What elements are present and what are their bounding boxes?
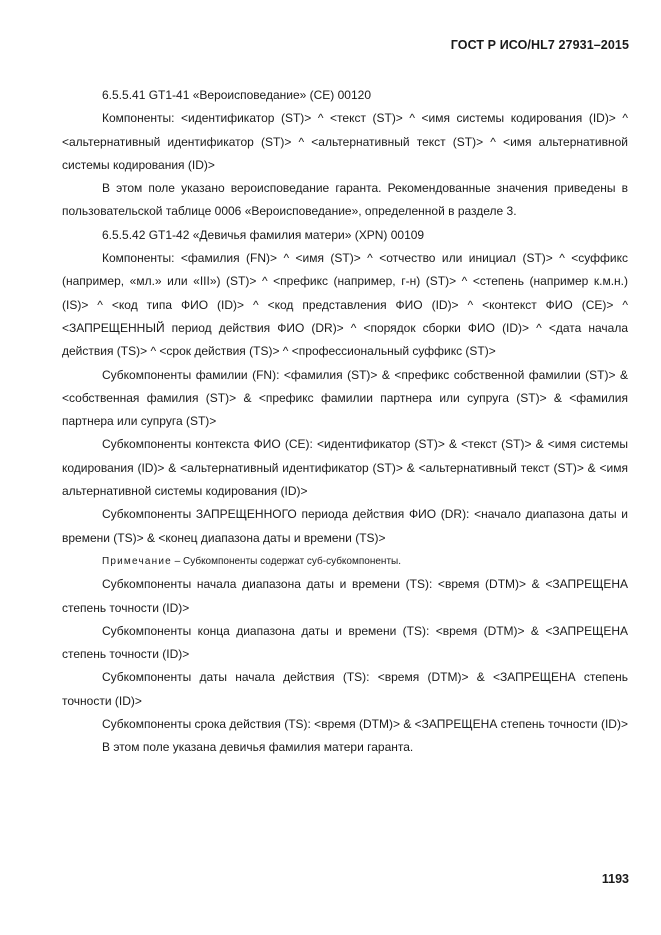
section-heading-gt1-41: 6.5.5.41 GT1-41 «Вероисповедание» (CE) 00120	[102, 88, 371, 102]
paragraph-subcomponents-ce: Субкомпоненты контекста ФИО (CE): <идентификатор (ST)> & <текст (ST)> & <имя системы кодирования (ID)> & <альтернативный идентификатор (ST)> & <альтернативный текст (ST)> & <имя альтернативной системы кодирования (ID)>	[62, 437, 628, 499]
note	[62, 550, 628, 573]
paragraph-subcomponents-fn: Субкомпоненты фамилии (FN): <фамилия (ST)> & <префикс собственной фамилии (ST)> & <собственная фамилия (ST)> & <префикс фамилии партнера или супруга (ST)> & <фамилия партнера или супруга (ST)>	[62, 367, 628, 429]
note-label: Примечание	[102, 555, 172, 567]
paragraph-maiden-name-description: В этом поле указана девичья фамилия матери гаранта.	[102, 740, 414, 755]
paragraph-components-ce: Компоненты: <идентификатор (ST)> ^ <текст (ST)> ^ <имя системы кодирования (ID)> ^ <альтернативный идентификатор (ST)> ^ <альтернативный текст (ST)> ^ <имя альтернативной системы кодирования (ID)>	[62, 111, 628, 172]
paragraph-religion-description: В этом поле указано вероисповедание гаранта. Рекомендованные значения приведены в пользовательской таблице 0006 «Вероисповедание», определенной в разделе 3.	[62, 181, 628, 219]
paragraph-subcomponents-expiration: Субкомпоненты срока действия (TS): <время (DTM)> & <ЗАПРЕЩЕНА степень точности (ID)>	[102, 717, 628, 732]
note-text: – Субкомпоненты содержат суб-субкомпоненты.	[171, 555, 401, 567]
paragraph-subcomponents-range-start: Субкомпоненты начала диапазона даты и времени (TS): <время (DTM)> & <ЗАПРЕЩЕНА степень точности (ID)>	[62, 577, 628, 615]
section-heading-gt1-42: 6.5.5.42 GT1-42 «Девичья фамилия матери» (XPN) 00109	[102, 227, 425, 242]
paragraph-subcomponents-dr: Субкомпоненты ЗАПРЕЩЕННОГО периода действия ФИО (DR): <начало диапазона даты и времени (TS)> & <конец диапазона даты и времени (TS)>	[62, 507, 628, 545]
paragraph-components-xpn: Компоненты: <фамилия (FN)> ^ <имя (ST)> ^ <отчество или инициал (ST)> ^ <суффикс (например, «мл.» или «III») (ST)> ^ <префикс (например, г-н) (ST)> ^ <степень (например к.м.н.) (IS)> ^ <код типа ФИО (ID)> ^ <код представления ФИО (ID)> ^ <контекст ФИО (CE)> ^ <ЗАПРЕЩЕННЫЙ период действия ФИО (DR)> ^ <порядок сборки ФИО (ID)> ^ <дата начала действия (TS)> ^ <срок действия (TS)> ^ <профессиональный суффикс (ST)>	[62, 251, 628, 359]
paragraph-subcomponents-effective-date: Субкомпоненты даты начала действия (TS): <время (DTM)> & <ЗАПРЕЩЕНА степень точности (ID)>	[62, 670, 628, 708]
document-header: ГОСТ Р ИСО/HL7 27931–2015	[450, 38, 629, 52]
document-body	[62, 84, 628, 760]
page-number: 1193	[601, 872, 629, 886]
paragraph-subcomponents-range-end: Субкомпоненты конца диапазона даты и времени (TS): <время (DTM)> & <ЗАПРЕЩЕНА степень точности (ID)>	[62, 623, 628, 662]
